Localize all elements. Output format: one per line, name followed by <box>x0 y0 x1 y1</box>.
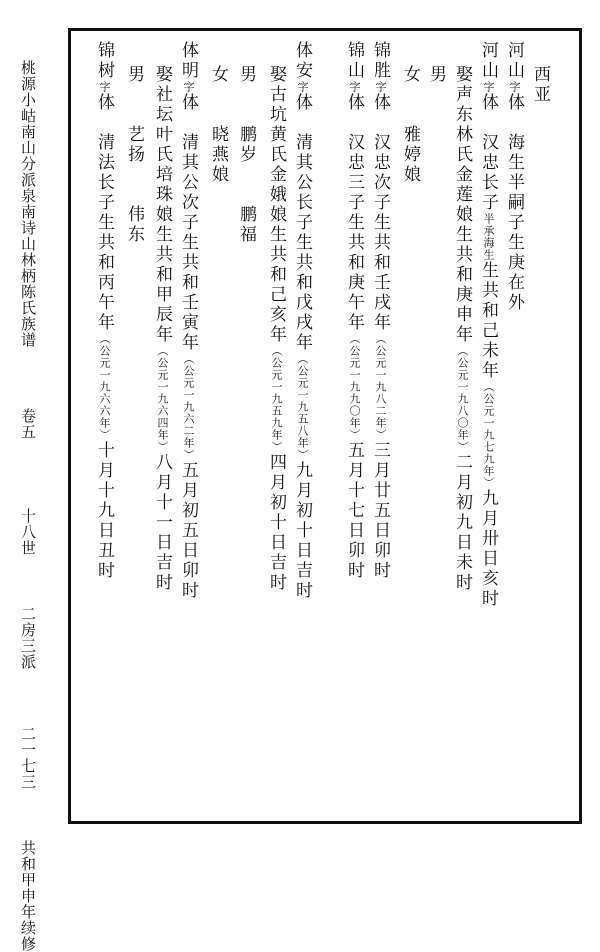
entry-text: 女 晓燕娘 <box>208 65 228 185</box>
text-column <box>263 65 289 593</box>
entry-text: 体 清其公长子生共和戊戌年 <box>292 93 312 353</box>
entry-text: 娶古坑黄氏金娥娘生共和己亥年 <box>266 65 286 345</box>
annotation-text: ︵公元一九六四年︶ <box>156 345 169 453</box>
entry-text: 九月卅日亥时 <box>478 489 498 609</box>
text-column <box>397 65 423 185</box>
entry-text: 河山 <box>504 41 524 81</box>
edition-label: 共和甲申年续修 <box>19 840 37 952</box>
annotation-text: 字 <box>374 81 387 93</box>
entry-text: 锦山 <box>344 41 364 81</box>
entry-text: 西亚 <box>530 65 550 105</box>
entry-text: 八月十一日吉时 <box>152 453 172 593</box>
annotation-text: ︵公元一九六二年︶ <box>182 353 195 461</box>
annotation-text: 字 <box>508 81 521 93</box>
text-column <box>423 65 449 85</box>
annotation-text: ︵公元一九八〇年︶ <box>456 345 469 453</box>
text-column <box>367 41 393 581</box>
volume-label: 卷五 <box>19 408 37 440</box>
annotation-text: 字 <box>98 81 111 93</box>
entry-text: 四月初十日吉时 <box>266 453 286 593</box>
annotation-text: 半承海生 <box>482 213 495 261</box>
entry-text: 体 海生半嗣子生庚在外 <box>504 93 524 313</box>
entry-text: 男 <box>426 65 446 85</box>
annotation-text: ︵公元一九六六年︶ <box>98 333 111 441</box>
text-column <box>205 65 231 185</box>
text-column <box>449 65 475 593</box>
entry-text: 五月初五日卯时 <box>178 461 198 601</box>
entry-text: 生共和己未年 <box>478 261 498 381</box>
annotation-text: ︵公元一九五九年︶ <box>270 345 283 453</box>
entry-text: 男 艺扬 伟东 <box>124 65 144 245</box>
entry-text: 体明 <box>178 41 198 81</box>
text-column <box>149 65 175 593</box>
annotation-text: 字 <box>348 81 361 93</box>
annotation-text: ︵公元一九七九年︶ <box>482 381 495 489</box>
entry-text: 体 清法长子生共和丙午年 <box>94 93 114 333</box>
text-column <box>233 65 259 245</box>
entry-text: 体安 <box>292 41 312 81</box>
annotation-text: ︵公元一九五八年︶ <box>296 353 309 461</box>
annotation-text: 字 <box>482 81 495 93</box>
page-margin-header <box>18 60 38 952</box>
entry-text: 五月十七日卯时 <box>344 441 364 581</box>
annotation-text: 字 <box>182 81 195 93</box>
text-column <box>501 41 527 313</box>
text-column <box>341 41 367 581</box>
entry-text: 体 汉忠长子 <box>478 93 498 213</box>
entry-text: 娶声东林氏金莲娘生共和庚申年 <box>452 65 472 345</box>
entry-text: 二月初九日未时 <box>452 453 472 593</box>
entry-text: 河山 <box>478 41 498 81</box>
entry-text: 锦胜 <box>370 41 390 81</box>
entry-text: 女 雅婷娘 <box>400 65 420 185</box>
entry-text: 体 清其公次子生共和壬寅年 <box>178 93 198 353</box>
entry-text: 十月十九日丑时 <box>94 441 114 581</box>
entry-text: 九月初十日吉时 <box>292 461 312 601</box>
generation-label: 十八世 <box>19 508 37 556</box>
entry-text: 三月廿五日卯时 <box>370 441 390 581</box>
text-column <box>475 41 501 609</box>
genealogy-page-frame <box>68 28 582 824</box>
book-title: 桃源小岵南山分派泉南诗山林柄陈氏族谱 <box>19 60 37 348</box>
annotation-text: ︵公元一九九〇年︶ <box>348 333 361 441</box>
entry-text: 体 汉忠次子生共和壬戌年 <box>370 93 390 333</box>
entry-text: 男 鹏岁 鹏福 <box>236 65 256 245</box>
entry-text: 娶社坛叶氏培珠娘生共和甲辰年 <box>152 65 172 345</box>
entry-text: 体 汉忠三子生共和庚午年 <box>344 93 364 333</box>
annotation-text: 字 <box>296 81 309 93</box>
branch-label: 二房三派 <box>19 606 37 670</box>
annotation-text: ︵公元一九八二年︶ <box>374 333 387 441</box>
text-column <box>527 65 553 105</box>
text-column <box>175 41 201 601</box>
text-column <box>289 41 315 601</box>
entry-text: 锦树 <box>94 41 114 81</box>
text-column <box>91 41 117 581</box>
text-column <box>121 65 147 245</box>
page-number: 二一七三 <box>19 726 37 790</box>
